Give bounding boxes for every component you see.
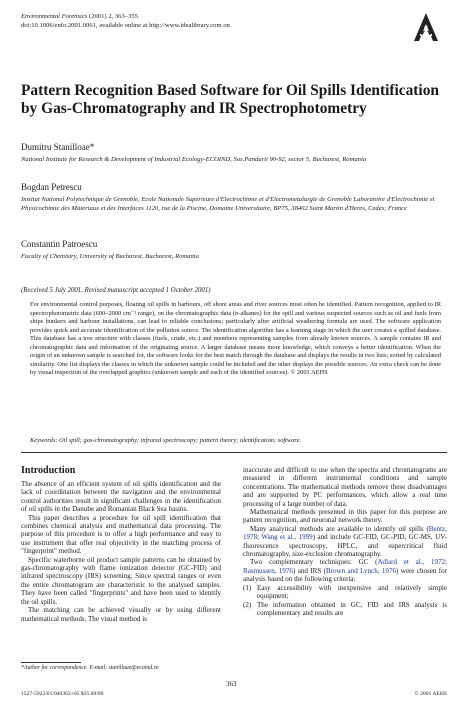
paragraph bbox=[243, 525, 447, 559]
left-column bbox=[21, 480, 221, 623]
paragraph bbox=[243, 558, 447, 583]
text-run: ) and include GC-FID, GC-PID, GC-MS, UV-fluorescence spectroscopy, HPLC, and supercritical fluid chromatography, size-exclusion chromatography. bbox=[243, 533, 447, 559]
list-number: (1) bbox=[243, 583, 252, 592]
article-title: Pattern Recognition Based Software for Oil Spills Identification by Gas-Chromatography and IR Spectrophotometry bbox=[21, 82, 439, 117]
journal-title: Environmental Forensics bbox=[21, 13, 88, 20]
doi-line: doi:10.1006/enfo.2001.0061, available online at http://www.idealibrary.com on bbox=[21, 21, 230, 29]
list-text: The information obtained in GC, FID and IRS analysis is complementary and results are bbox=[257, 600, 447, 617]
issn-code: 1527-5922/01/040363+05 $35.00/00 bbox=[21, 691, 104, 697]
section-divider bbox=[21, 452, 447, 453]
citation-link[interactable]: Adlard et al., 1972 bbox=[377, 558, 446, 567]
citation-link[interactable]: Bentz, 1978 bbox=[243, 524, 447, 542]
citation-link[interactable]: Brown and Lynch, 1976 bbox=[325, 566, 396, 575]
author-affiliation: Faculty of Chemistry, University of Bucharest, Bucharest, Romania bbox=[21, 253, 199, 260]
list-text: Easy accessibility with inexpensive and relatively simple equipment; bbox=[257, 583, 447, 601]
text-run: ) were chosen for analysis based on the following criteria: bbox=[243, 566, 447, 584]
journal-volume: (2001) 2, 363–355 bbox=[87, 13, 138, 20]
abstract: For environmental control purposes, floating oil spills in harbours, off shore areas and river sources must often be identified. Pattern recognition, applied to IR spectrophotometric data (600–2000 cm⁻¹ range), on the chromatographic data (n-alkanes) for the spill and various suspected sources such as oil and fuels from ships bunkers and harbour installations, can lead to reliable conclusions; particularly after artificial weathering formula are used. The software application provides quick and accurate identification of the pollution source. The identification algorithm has a learning stage in which the user creates a spilled database. This database has a tree structure with classes (fuels, crude, etc.) and members representing samples from already known sources. A sample contains IR and chromatographic data and information of the originating source. A larger database means more knowledge, which conveys a better identification. When the origin of an unknown sample is searched for, the software looks for the best match through the database and displays the results in two lists; sorted by calculated similarity. One list displays the classes in which the unknown sample could be included and the other displays the possible sources. An extra check can be done by visual inspection of the overlapped graphics (unknown sample and each of the identified sources). © 2001 AEHS bbox=[30, 301, 441, 377]
author-name: Dumitru Stanilloae* bbox=[21, 142, 95, 152]
publisher-logo-icon bbox=[409, 10, 443, 44]
paragraph: inaccurate and difficult to use when the spectra and chromatograms are measured in different instrumental conditions and sample concentrations. The mathematical methods remove these disadvantages and are supported by PC performances, which allow a real time processing of a large number of data. bbox=[243, 466, 447, 508]
received-dates: (Received 5 July 2001, Revised manuscript accepted 1 October 2001) bbox=[21, 287, 211, 294]
list-item bbox=[243, 601, 447, 618]
author-affiliation: Institut National Polytechnique de Grenoble, Ecole Nationale Superieure d'Electrochimie et d'Electrometalurgie de Grenoble Laboratoire d'Electrochimie et Physicochimie des Materiaux et des Interfaces 1120, rue de la Piscine, Domaine Universitaire, BP75, 38402 Saint Martin d'Heres, Cedex, France bbox=[21, 196, 435, 212]
text-run: Many analytical methods are available to identify oil spills ( bbox=[250, 524, 429, 533]
list-item bbox=[243, 584, 447, 601]
page-number: 363 bbox=[226, 680, 237, 688]
author-affiliation: National Institute for Research & Development of Industrial Ecology-ECOIND, Sos.Pandurii 90-92, sector 5, Bucharest, Romania bbox=[21, 156, 367, 163]
criteria-list bbox=[243, 584, 447, 618]
paragraph: The matching can be achieved visually or by using different mathematical methods. The visual method is bbox=[21, 606, 221, 623]
paragraph: Mathematical methods presented in this paper for this purpose are pattern recognition, and neuronal network theory. bbox=[243, 508, 447, 525]
citation-link[interactable]: Wang et al., 1999 bbox=[261, 533, 313, 542]
footnote-divider bbox=[21, 662, 81, 663]
text-run: Two complementary techniques: GC ( bbox=[250, 558, 378, 567]
keywords: Keywords: Oil spill; gas-chromatography; infrared spectroscopy; pattern theory; identification; software. bbox=[30, 437, 302, 444]
author-name: Constantin Patroescu bbox=[21, 239, 98, 249]
list-number: (2) bbox=[243, 600, 252, 609]
copyright: © 2001 AEHS bbox=[414, 691, 447, 697]
journal-header bbox=[21, 13, 230, 30]
author-name: Bogdan Petrescu bbox=[21, 182, 82, 192]
paragraph: The absence of an efficient system of oil spills identification and the lack of coordination between the navigation and the environmental control authorities result in significant challenges in the identification of oil spills in the Danube and Romanian Black Sea basins. bbox=[21, 480, 221, 514]
citation-link[interactable]: Rasmussen, 1976 bbox=[243, 566, 293, 575]
text-run: ; bbox=[445, 558, 447, 567]
right-column bbox=[243, 466, 447, 617]
page-footer bbox=[21, 691, 447, 697]
footnote: *Author for correspondence. E-mail: stanilloae@ecoind.ro bbox=[21, 665, 159, 671]
section-heading: Introduction bbox=[21, 465, 76, 476]
paragraph: This paper describes a procedure for oil spill identification that combines chemical analysis and mathematical data processing. The purpose of this procedure is to offer a high performance and easy to use instrument that offer real objectivity in the matching process of "fingerprint" method. bbox=[21, 513, 221, 556]
text-run: ) and IRS ( bbox=[292, 566, 326, 575]
text-run: ; bbox=[257, 533, 262, 542]
paragraph: Specific waterborne oil product sample patterns can be obtained by gas-chromatography with flame ionization detector (GC-FID) and infrared spectroscopy (IRS) screening. Since spectral ranges or even the entire chromatogram are characteristic to the analysed samples. They have been called "fingerprints" and have been used to identify the oil spills. bbox=[21, 555, 221, 606]
journal-citation bbox=[21, 13, 230, 22]
